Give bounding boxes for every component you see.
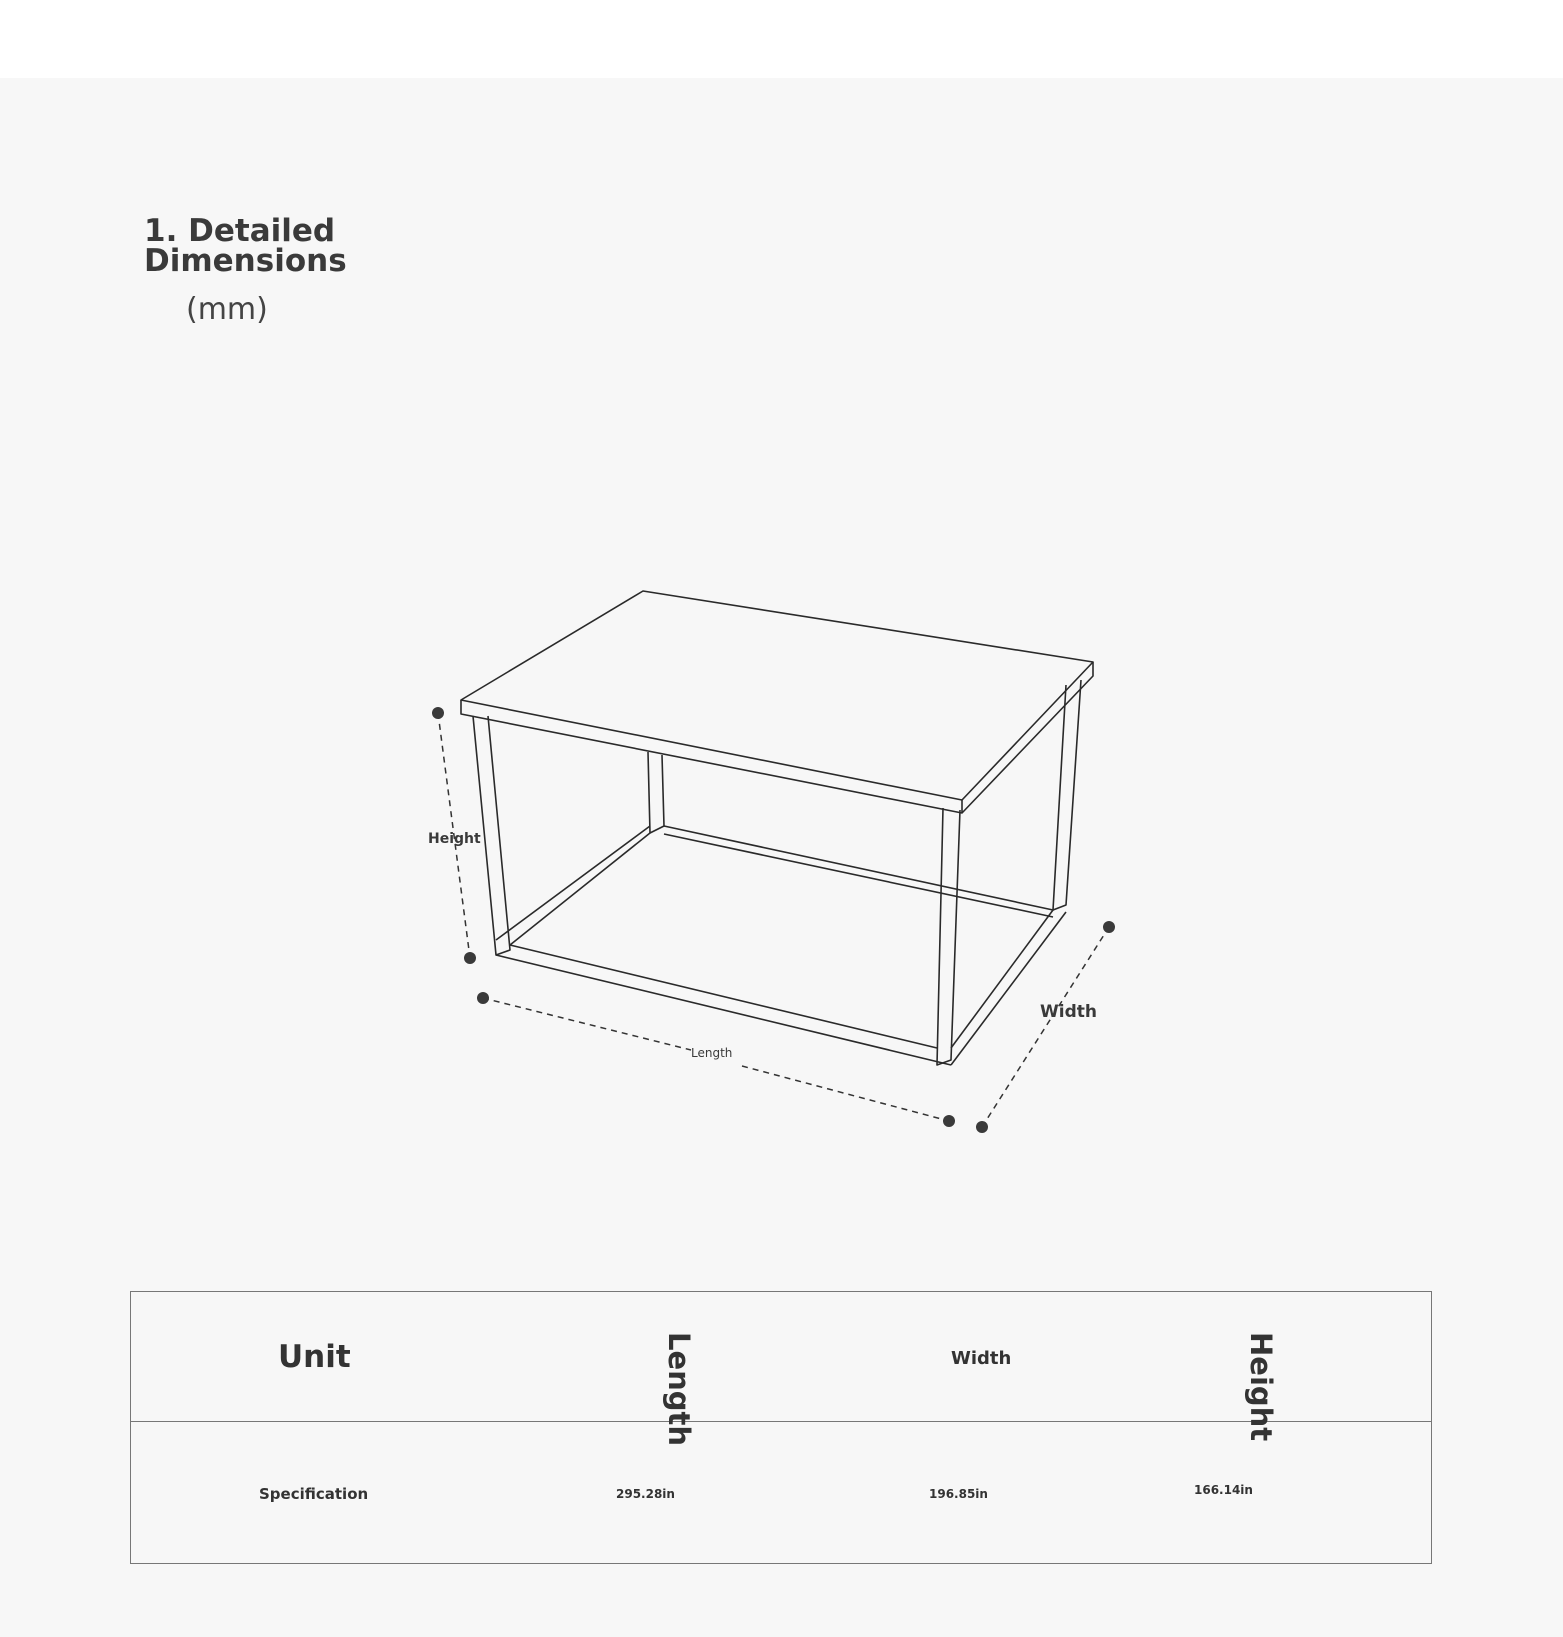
length-end-dot (943, 1115, 955, 1127)
value-width: 196.85in (929, 1487, 988, 1501)
unit-subtitle: (mm) (186, 292, 268, 327)
row-label-specification: Specification (259, 1485, 369, 1503)
length-start-dot (477, 992, 489, 1004)
value-length: 295.28in (616, 1487, 675, 1501)
tabletop-surface (461, 591, 1093, 800)
height-label: Height (428, 831, 481, 847)
value-height: 166.14in (1194, 1483, 1253, 1497)
height-bottom-dot (464, 952, 476, 964)
width-end-dot (1103, 921, 1115, 933)
height-top-dot (432, 707, 444, 719)
section-title-line1: 1. Detailed (144, 213, 336, 249)
dimension-endpoints (432, 707, 1115, 1133)
dimensions-table (130, 1291, 1432, 1564)
section-title-line2: Dimensions (144, 243, 347, 279)
length-dimension-line-right (742, 1066, 949, 1121)
length-label: Length (691, 1046, 733, 1060)
header-length: Length (662, 1332, 696, 1447)
header-height: Height (1244, 1332, 1278, 1442)
leg-front-right (937, 808, 960, 1065)
length-dimension-line-left (483, 998, 691, 1050)
header-unit: Unit (278, 1339, 351, 1375)
tabletop-edge (461, 662, 1093, 813)
width-label: Width (1040, 1002, 1097, 1022)
header-width: Width (951, 1348, 1012, 1369)
table-divider (131, 1421, 1431, 1422)
leg-back-left (648, 752, 664, 833)
table-outline (461, 591, 1093, 1065)
width-start-dot (976, 1121, 988, 1133)
width-dimension-line (982, 927, 1109, 1127)
